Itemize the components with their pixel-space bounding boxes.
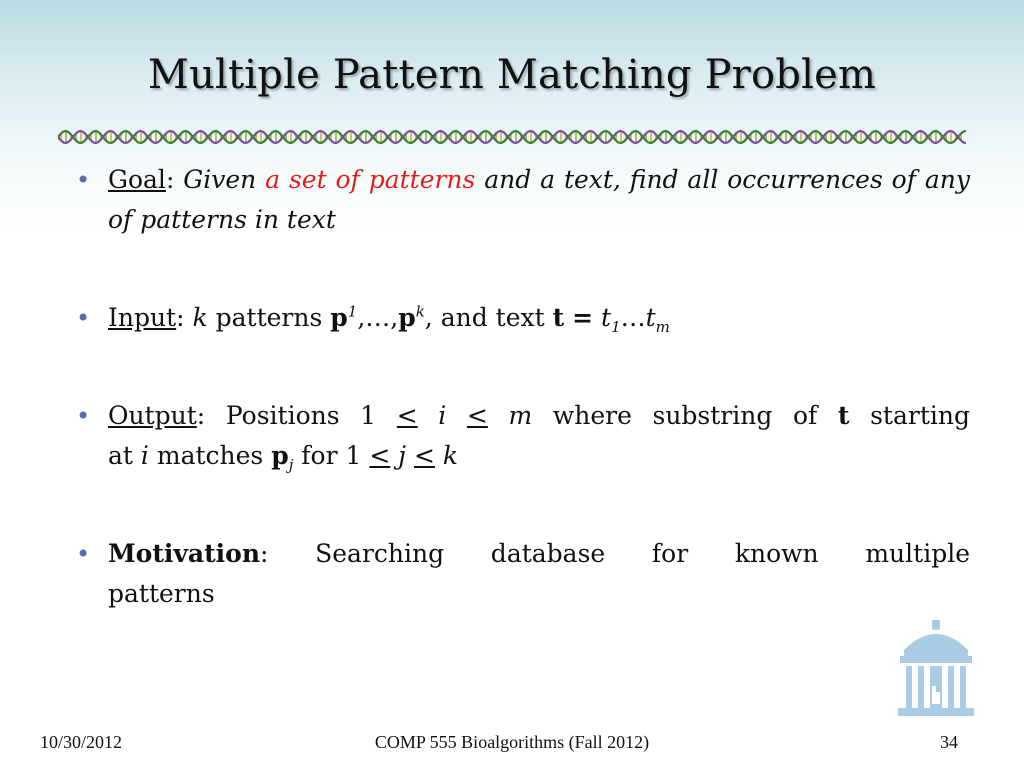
slide-title: Multiple Pattern Matching Problem (147, 52, 877, 98)
footer-page-number: 34 (940, 732, 958, 752)
bullet-list (76, 160, 970, 614)
bullet-output (76, 396, 970, 476)
motivation-label: Motivation (108, 539, 261, 568)
output-line-1: Output: Positions 1 < i < m where substring of t starting (108, 401, 970, 430)
input-label: Input (108, 303, 177, 332)
bullet-motivation (76, 534, 970, 614)
bullet-input: • Input: k patterns $p^1,\dots,p^k$, and text $t = t_1\dots t_m$ (76, 298, 970, 338)
output-label: Output (108, 401, 197, 430)
bullet-goal: • Goal: Given a set of patterns and a text, find all occurrences of any of patterns in text (76, 160, 970, 240)
dna-strand-divider (58, 124, 966, 150)
output-at: at (108, 441, 133, 470)
goal-given: Given (183, 165, 257, 194)
bullet-dot: • (76, 540, 91, 568)
old-well-logo (896, 616, 976, 720)
motivation-line-1: Motivation: Searching database for known multiple (108, 539, 970, 568)
goal-highlight: a set of patterns (265, 165, 476, 194)
footer-course: COMP 555 Bioalgorithms (Fall 2012) (374, 732, 650, 752)
bullet-dot: • (76, 402, 91, 430)
goal-text: and a text, find all occurrences of any of patterns in text (108, 165, 970, 234)
bullet-dot: • (76, 166, 91, 194)
bullet-dot: • (76, 304, 91, 332)
motivation-line-2: patterns (108, 579, 215, 608)
footer-date: 10/30/2012 (40, 732, 123, 752)
output-starting: starting (870, 401, 970, 430)
goal-label: Goal (108, 165, 166, 194)
output-line-2: at i matches $p_j$ for 1 < j < k (108, 441, 459, 474)
